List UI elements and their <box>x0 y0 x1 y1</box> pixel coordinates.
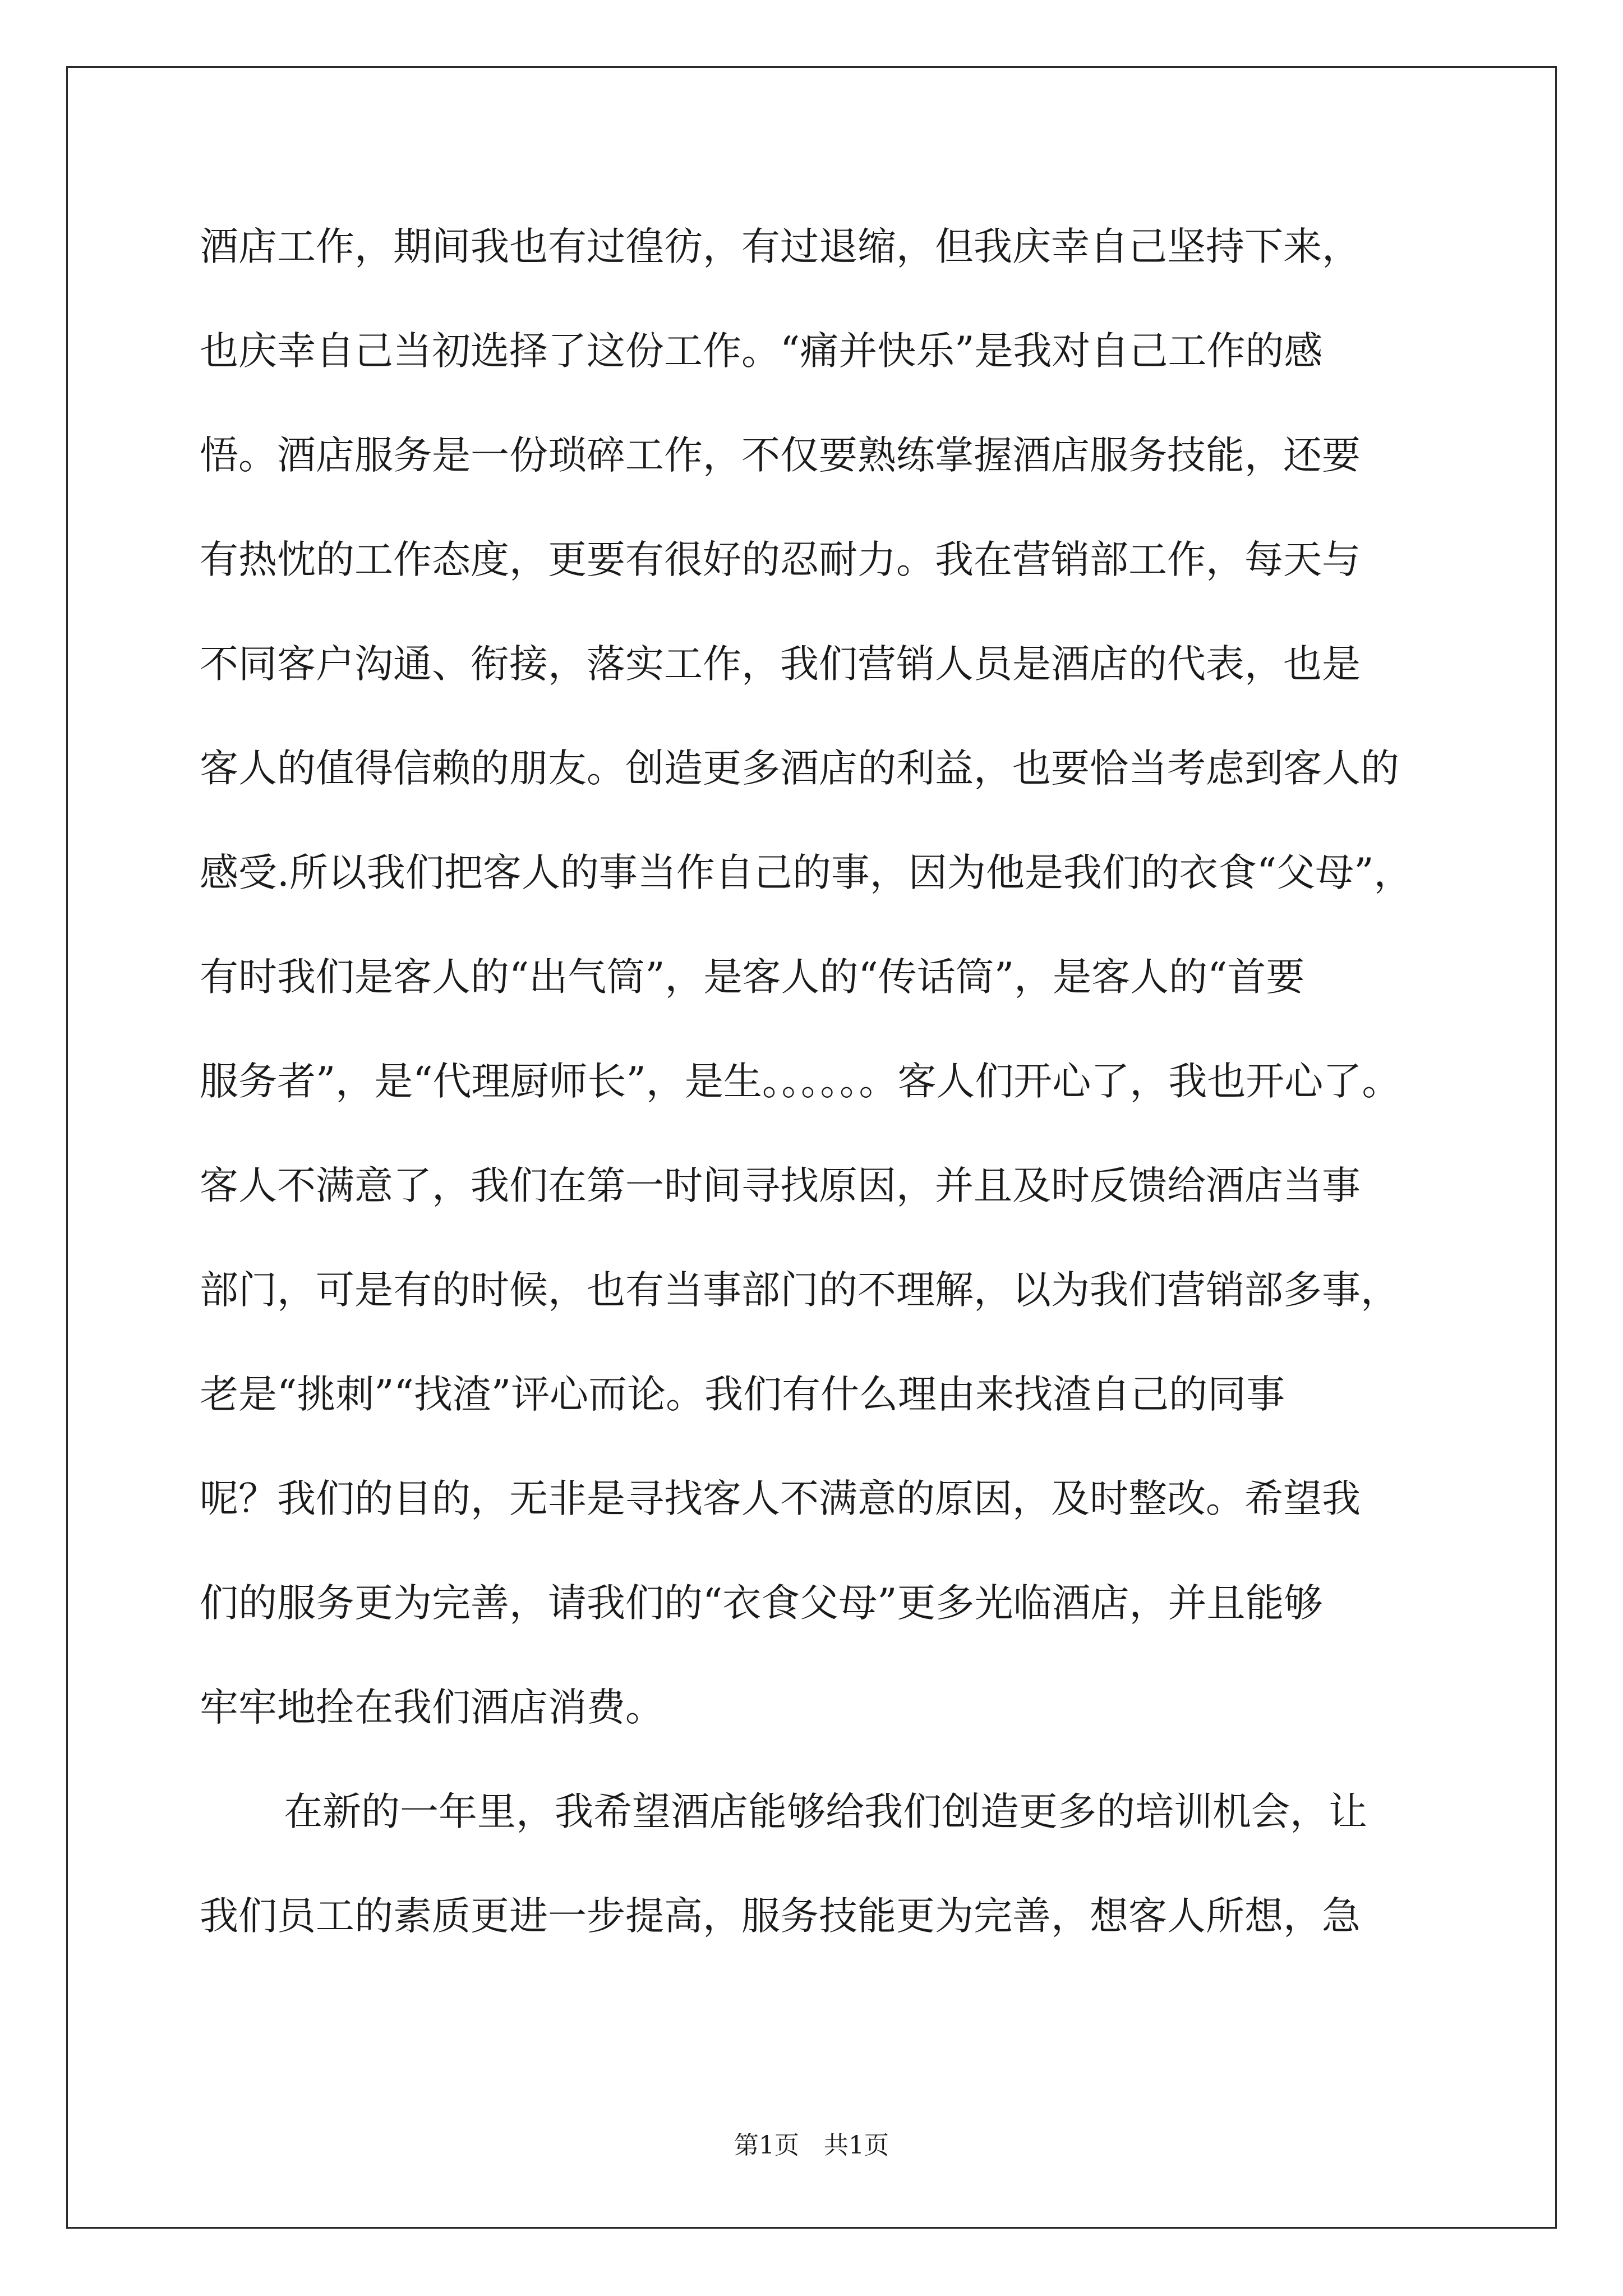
text-line: 也庆幸自己当初选择了这份工作。“痛并快乐”是我对自己工作的感 <box>200 329 1323 374</box>
text-line: 客人的值得信赖的朋友。创造更多酒店的利益，也要恰当考虑到客人的 <box>200 746 1399 791</box>
text-line: 酒店工作，期间我也有过徨彷，有过退缩，但我庆幸自己坚持下来， <box>200 224 1361 269</box>
paragraph-start-line: 在新的一年里，我希望酒店能够给我们创造更多的培训机会，让 <box>284 1789 1367 1834</box>
text-line: 不同客户沟通、衔接，落实工作，我们营销人员是酒店的代表，也是 <box>200 642 1361 687</box>
text-line: 呢？我们的目的，无非是寻找客人不满意的原因，及时整改。希望我 <box>200 1476 1361 1521</box>
text-line: 客人不满意了，我们在第一时间寻找原因，并且及时反馈给酒店当事 <box>200 1163 1361 1208</box>
document-body <box>200 216 1433 1990</box>
page-number-footer: 第1页 共1页 <box>734 2131 889 2160</box>
text-line: 服务者”，是“代理厨师长”，是生。。。。。。客人们开心了，我也开心了。 <box>200 1059 1401 1104</box>
text-line: 们的服务更为完善，请我们的“衣食父母”更多光临酒店，并且能够 <box>200 1581 1323 1626</box>
text-line: 部门，可是有的时候，也有当事部门的不理解，以为我们营销部多事， <box>200 1268 1399 1313</box>
text-line: 我们员工的素质更进一步提高，服务技能更为完善，想客人所想，急 <box>200 1894 1361 1939</box>
text-line: 有热忱的工作态度，更要有很好的忍耐力。我在营销部工作，每天与 <box>200 537 1361 582</box>
text-line: 牢牢地拴在我们酒店消费。 <box>200 1685 664 1730</box>
text-line: 老是“挑刺”“找渣”评心而论。我们有什么理由来找渣自己的同事 <box>200 1372 1285 1417</box>
text-line: 感受.所以我们把客人的事当作自己的事，因为他是我们的衣食“父母”， <box>200 850 1413 895</box>
text-line: 悟。酒店服务是一份琐碎工作，不仅要熟练掌握酒店服务技能，还要 <box>200 433 1361 478</box>
text-line: 有时我们是客人的“出气筒”，是客人的“传话筒”，是客人的“首要 <box>200 955 1305 1000</box>
